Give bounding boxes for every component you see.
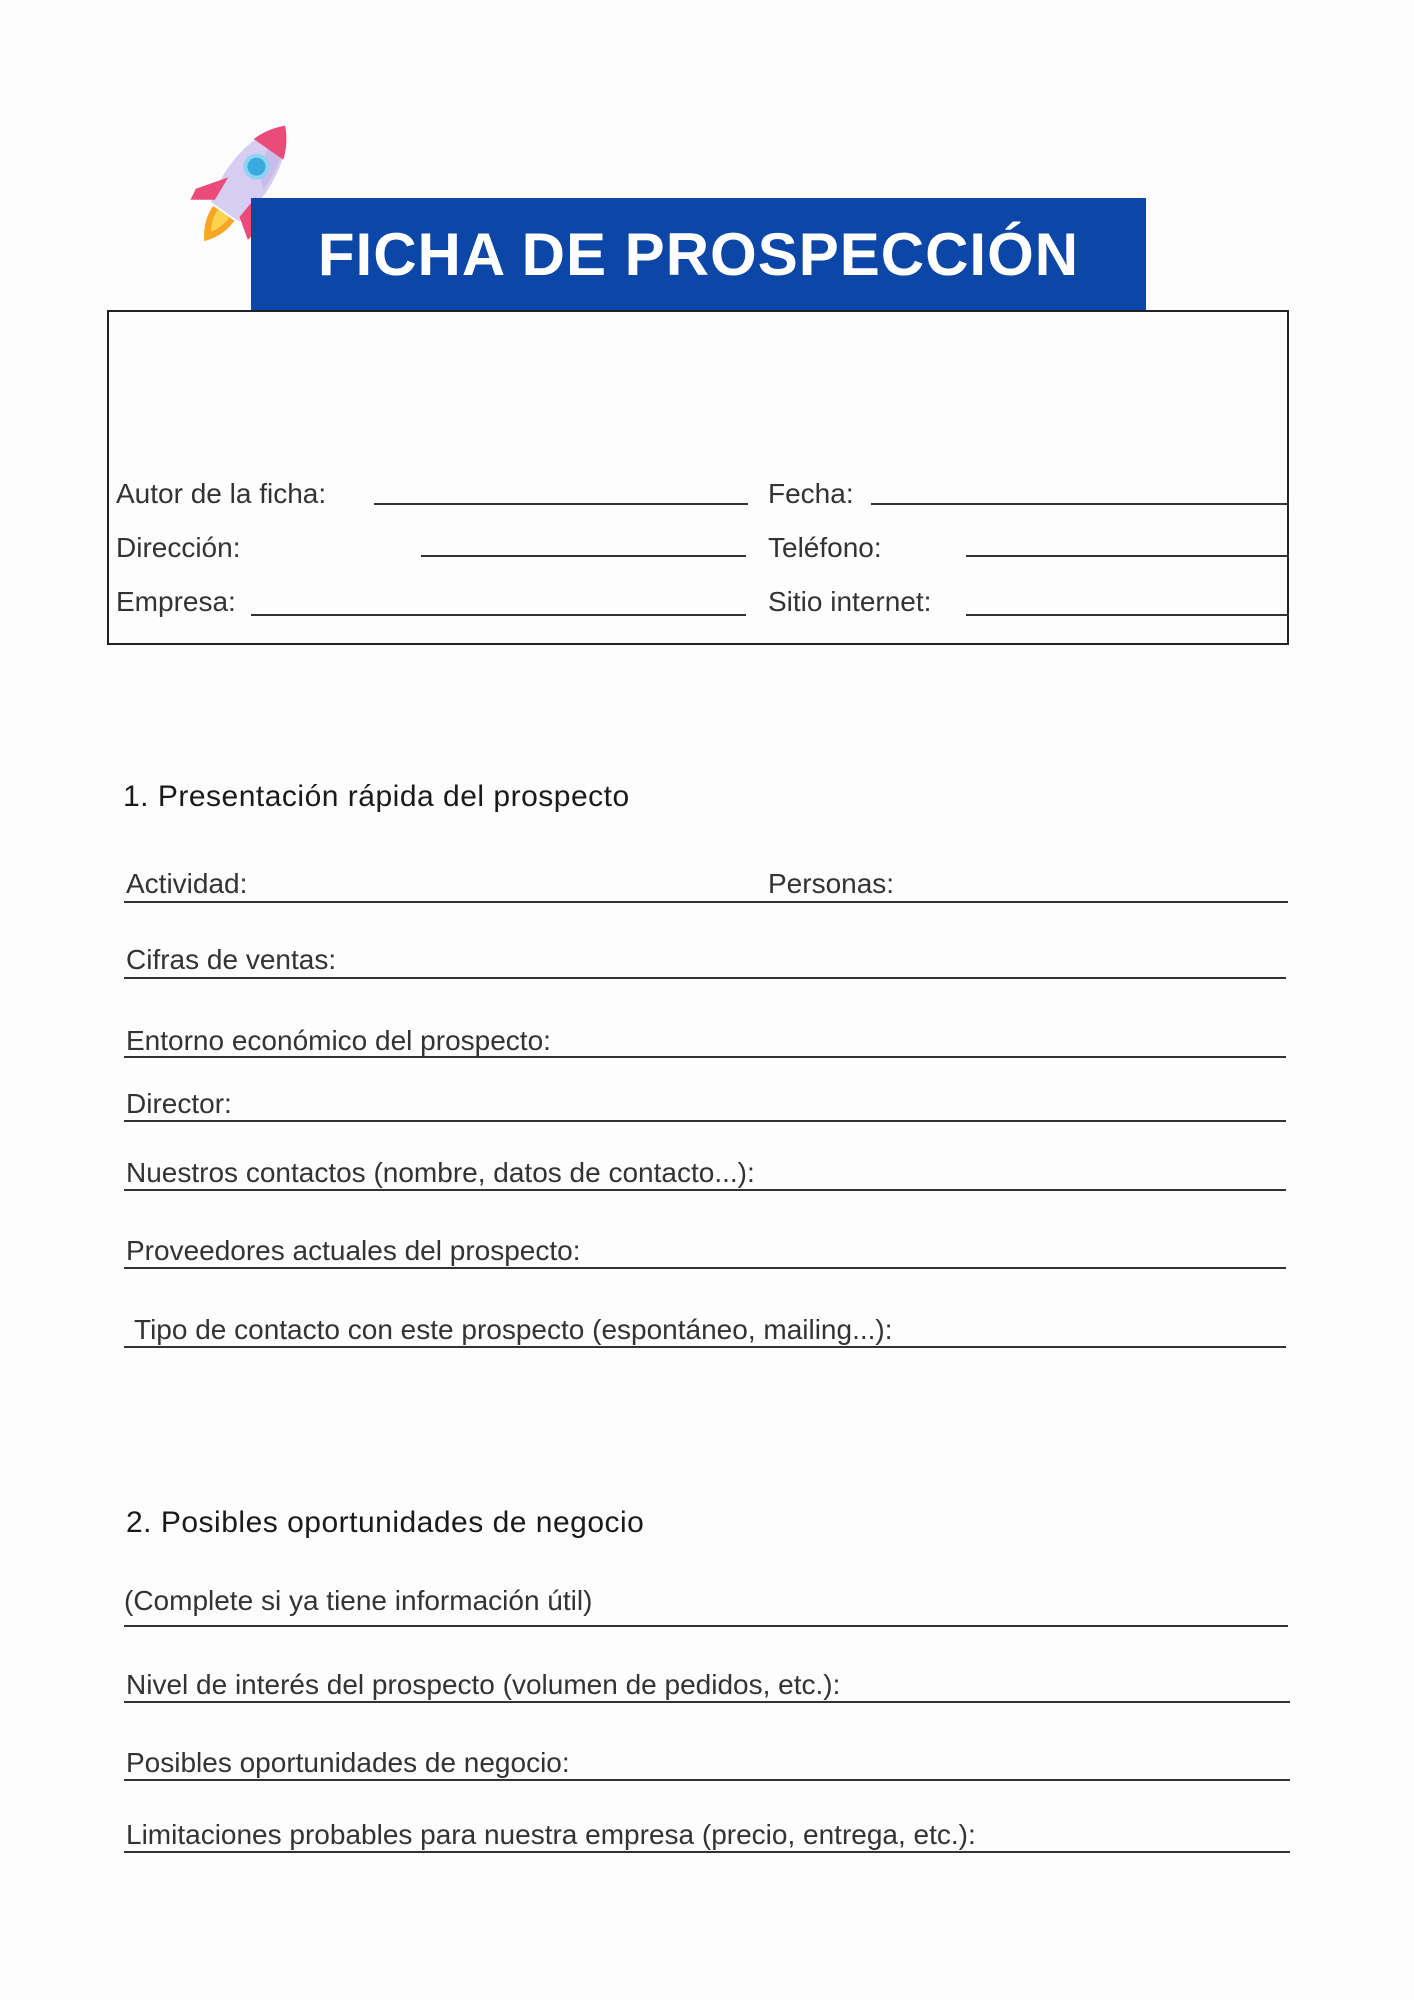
actividad-label: Actividad: <box>126 868 248 899</box>
nivel-interes-field[interactable] <box>124 1701 1290 1703</box>
complete-label: (Complete si ya tiene información útil) <box>124 1585 593 1616</box>
oportunidades-label: Posibles oportunidades de negocio: <box>126 1747 570 1778</box>
section1-title: 1. Presentación rápida del prospecto <box>123 780 630 813</box>
autor-label: Autor de la ficha: <box>116 478 327 509</box>
page-title: FICHA DE PROSPECCIÓN <box>317 220 1080 288</box>
fecha-field[interactable] <box>871 503 1289 505</box>
tipo-contacto-field[interactable] <box>124 1346 1286 1348</box>
contactos-label: Nuestros contactos (nombre, datos de contacto...): <box>126 1157 755 1188</box>
direccion-field[interactable] <box>421 555 746 557</box>
direccion-label: Dirección: <box>116 532 241 563</box>
sitio-field[interactable] <box>966 614 1289 616</box>
cifras-field[interactable] <box>124 977 1286 979</box>
telefono-label: Teléfono: <box>768 532 882 563</box>
tipo-contacto-label: Tipo de contacto con este prospecto (espontáneo, mailing...): <box>134 1314 893 1345</box>
proveedores-label: Proveedores actuales del prospecto: <box>126 1235 581 1266</box>
oportunidades-field[interactable] <box>124 1779 1290 1781</box>
entorno-label: Entorno económico del prospecto: <box>126 1025 551 1056</box>
autor-field[interactable] <box>374 503 748 505</box>
personas-label: Personas: <box>768 868 895 899</box>
cifras-label: Cifras de ventas: <box>126 944 337 975</box>
director-label: Director: <box>126 1088 232 1119</box>
sitio-label: Sitio internet: <box>768 586 932 617</box>
empresa-field[interactable] <box>251 614 746 616</box>
title-banner <box>251 198 1146 310</box>
complete-field[interactable] <box>124 1625 1288 1627</box>
nivel-interes-label: Nivel de interés del prospecto (volumen de pedidos, etc.): <box>126 1669 841 1700</box>
director-field[interactable] <box>124 1120 1286 1122</box>
actividad-field[interactable] <box>124 901 1288 903</box>
fecha-label: Fecha: <box>768 478 854 509</box>
empresa-label: Empresa: <box>116 586 236 617</box>
telefono-field[interactable] <box>966 555 1289 557</box>
section2-title: 2. Posibles oportunidades de negocio <box>126 1506 645 1539</box>
contactos-field[interactable] <box>124 1189 1286 1191</box>
entorno-field[interactable] <box>124 1056 1286 1058</box>
limitaciones-label: Limitaciones probables para nuestra empresa (precio, entrega, etc.): <box>126 1819 976 1850</box>
limitaciones-field[interactable] <box>124 1851 1290 1853</box>
proveedores-field[interactable] <box>124 1267 1286 1269</box>
